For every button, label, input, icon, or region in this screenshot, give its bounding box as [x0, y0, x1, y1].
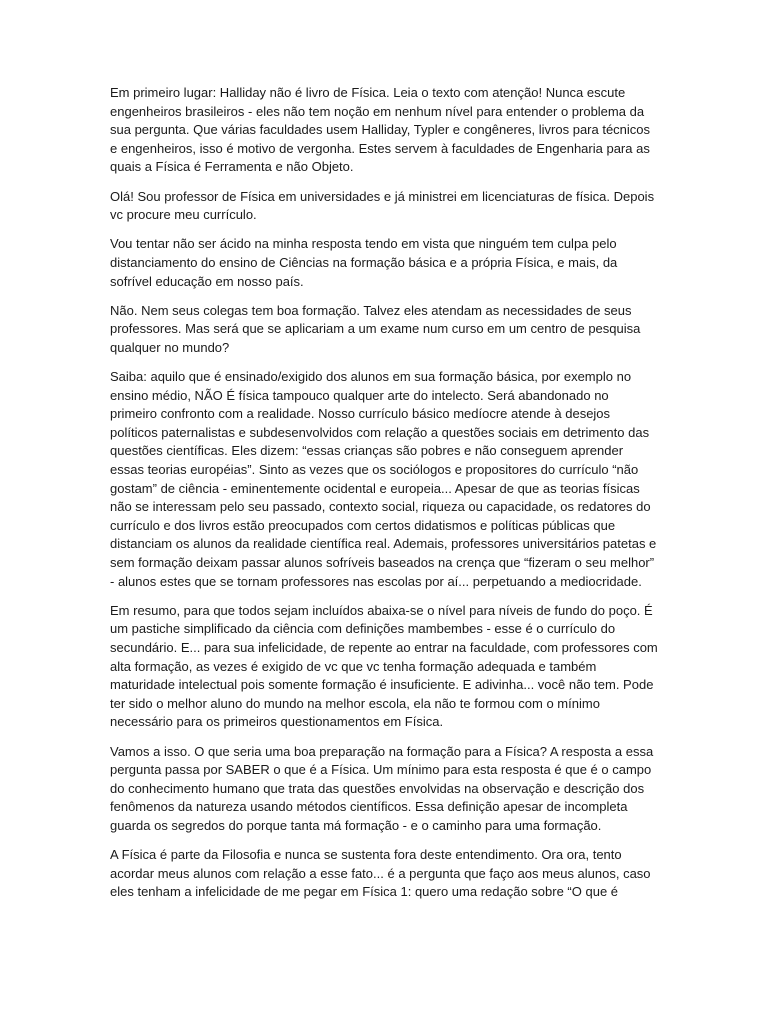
paragraph-5: Saiba: aquilo que é ensinado/exigido dos alunos em sua formação básica, por exemplo no ensino médio, NÃO É física tampouco qualquer arte do intelecto. Será abandonado no primeiro confronto com a realidade. Nosso currículo básico medíocre atende à desejos políticos paternalistas e subdesenvolvidos com relação a questões sociais em detrimento das questões científicas. Eles dizem: “essas crianças são pobres e não conseguem aprender essas teorias européias”. Sinto as vezes que os sociólogos e propositores do currículo “não gostam” de ciência - eminentemente ocidental e europeia... Apesar de que as teorias físicas não se interessam pelo seu passado, contexto social, riqueza ou capacidade, os redatores do currículo e dos livros estão preocupados com certos didatismos e políticas públicas que distanciam os alunos da realidade científica real. Ademais, professores universitários patetas e sem formação deixam passar alunos sofríveis baseados na crença que “fizeram o seu melhor” - alunos estes que se tornam professores nas escolas por aí... perpetuando a mediocridade. [110, 369, 657, 589]
paragraph-1: Em primeiro lugar: Halliday não é livro de Física. Leia o texto com atenção! Nunca escute engenheiros brasileiros - eles não tem noção em nenhum nível para entender o problema da sua pergunta. Que várias faculdades usem Halliday, Typler e congêneres, livros para técnicos e engenheiros, isso é motivo de vergonha. Estes servem à faculdades de Engenharia para as quais a Física é Ferramenta e não Objeto. [110, 85, 651, 175]
paragraph-2: Olá! Sou professor de Física em universidades e já ministrei em licenciaturas de física. Depois vc procure meu currículo. [110, 188, 655, 223]
paragraph-4: Não. Nem seus colegas tem boa formação. Talvez eles atendam as necessidades de seus professores. Mas será que se aplicariam a um exame num curso em um centro de pesquisa qualquer no mundo? [110, 302, 641, 355]
paragraph-7: Vamos a isso. O que seria uma boa preparação na formação para a Física? A resposta a essa pergunta passa por SABER o que é a Física. Um mínimo para esta resposta é que é o campo do conhecimento humano que trata das questões envolvidas na observação e descrição dos fenômenos da natureza usando métodos científicos. Essa definição apesar de incompleta guarda os segredos do porque tanta má formação - e o caminho para uma formação. [110, 743, 654, 833]
paragraph-3: Vou tentar não ser ácido na minha resposta tendo em vista que ninguém tem culpa pelo distanciamento do ensino de Ciências na formação básica e a própria Física, e mais, da sofrível educação em nosso país. [110, 236, 618, 289]
paragraph-6: Em resumo, para que todos sejam incluídos abaixa-se o nível para níveis de fundo do poço. É um pastiche simplificado da ciência com definições mambembes - esse é o currículo do secundário. E... para sua infelicidade, de repente ao entrar na faculdade, com professores com alta formação, as vezes é exigido de vc que vc tenha formação adequada e também maturidade intelectual pois somente formação é insuficiente. E adivinha... você não tem. Pode ter sido o melhor aluno do mundo na melhor escola, ela não te formou com o mínimo necessário para os primeiros questionamentos em Física. [110, 602, 658, 730]
document-page [110, 84, 658, 913]
paragraph-8: A Física é parte da Filosofia e nunca se sustenta fora deste entendimento. Ora ora, tento acordar meus alunos com relação a esse fato... é a pergunta que faço aos meus alunos, caso eles tenham a infelicidade de me pegar em Física 1: quero uma redação sobre “O que é [110, 847, 651, 900]
